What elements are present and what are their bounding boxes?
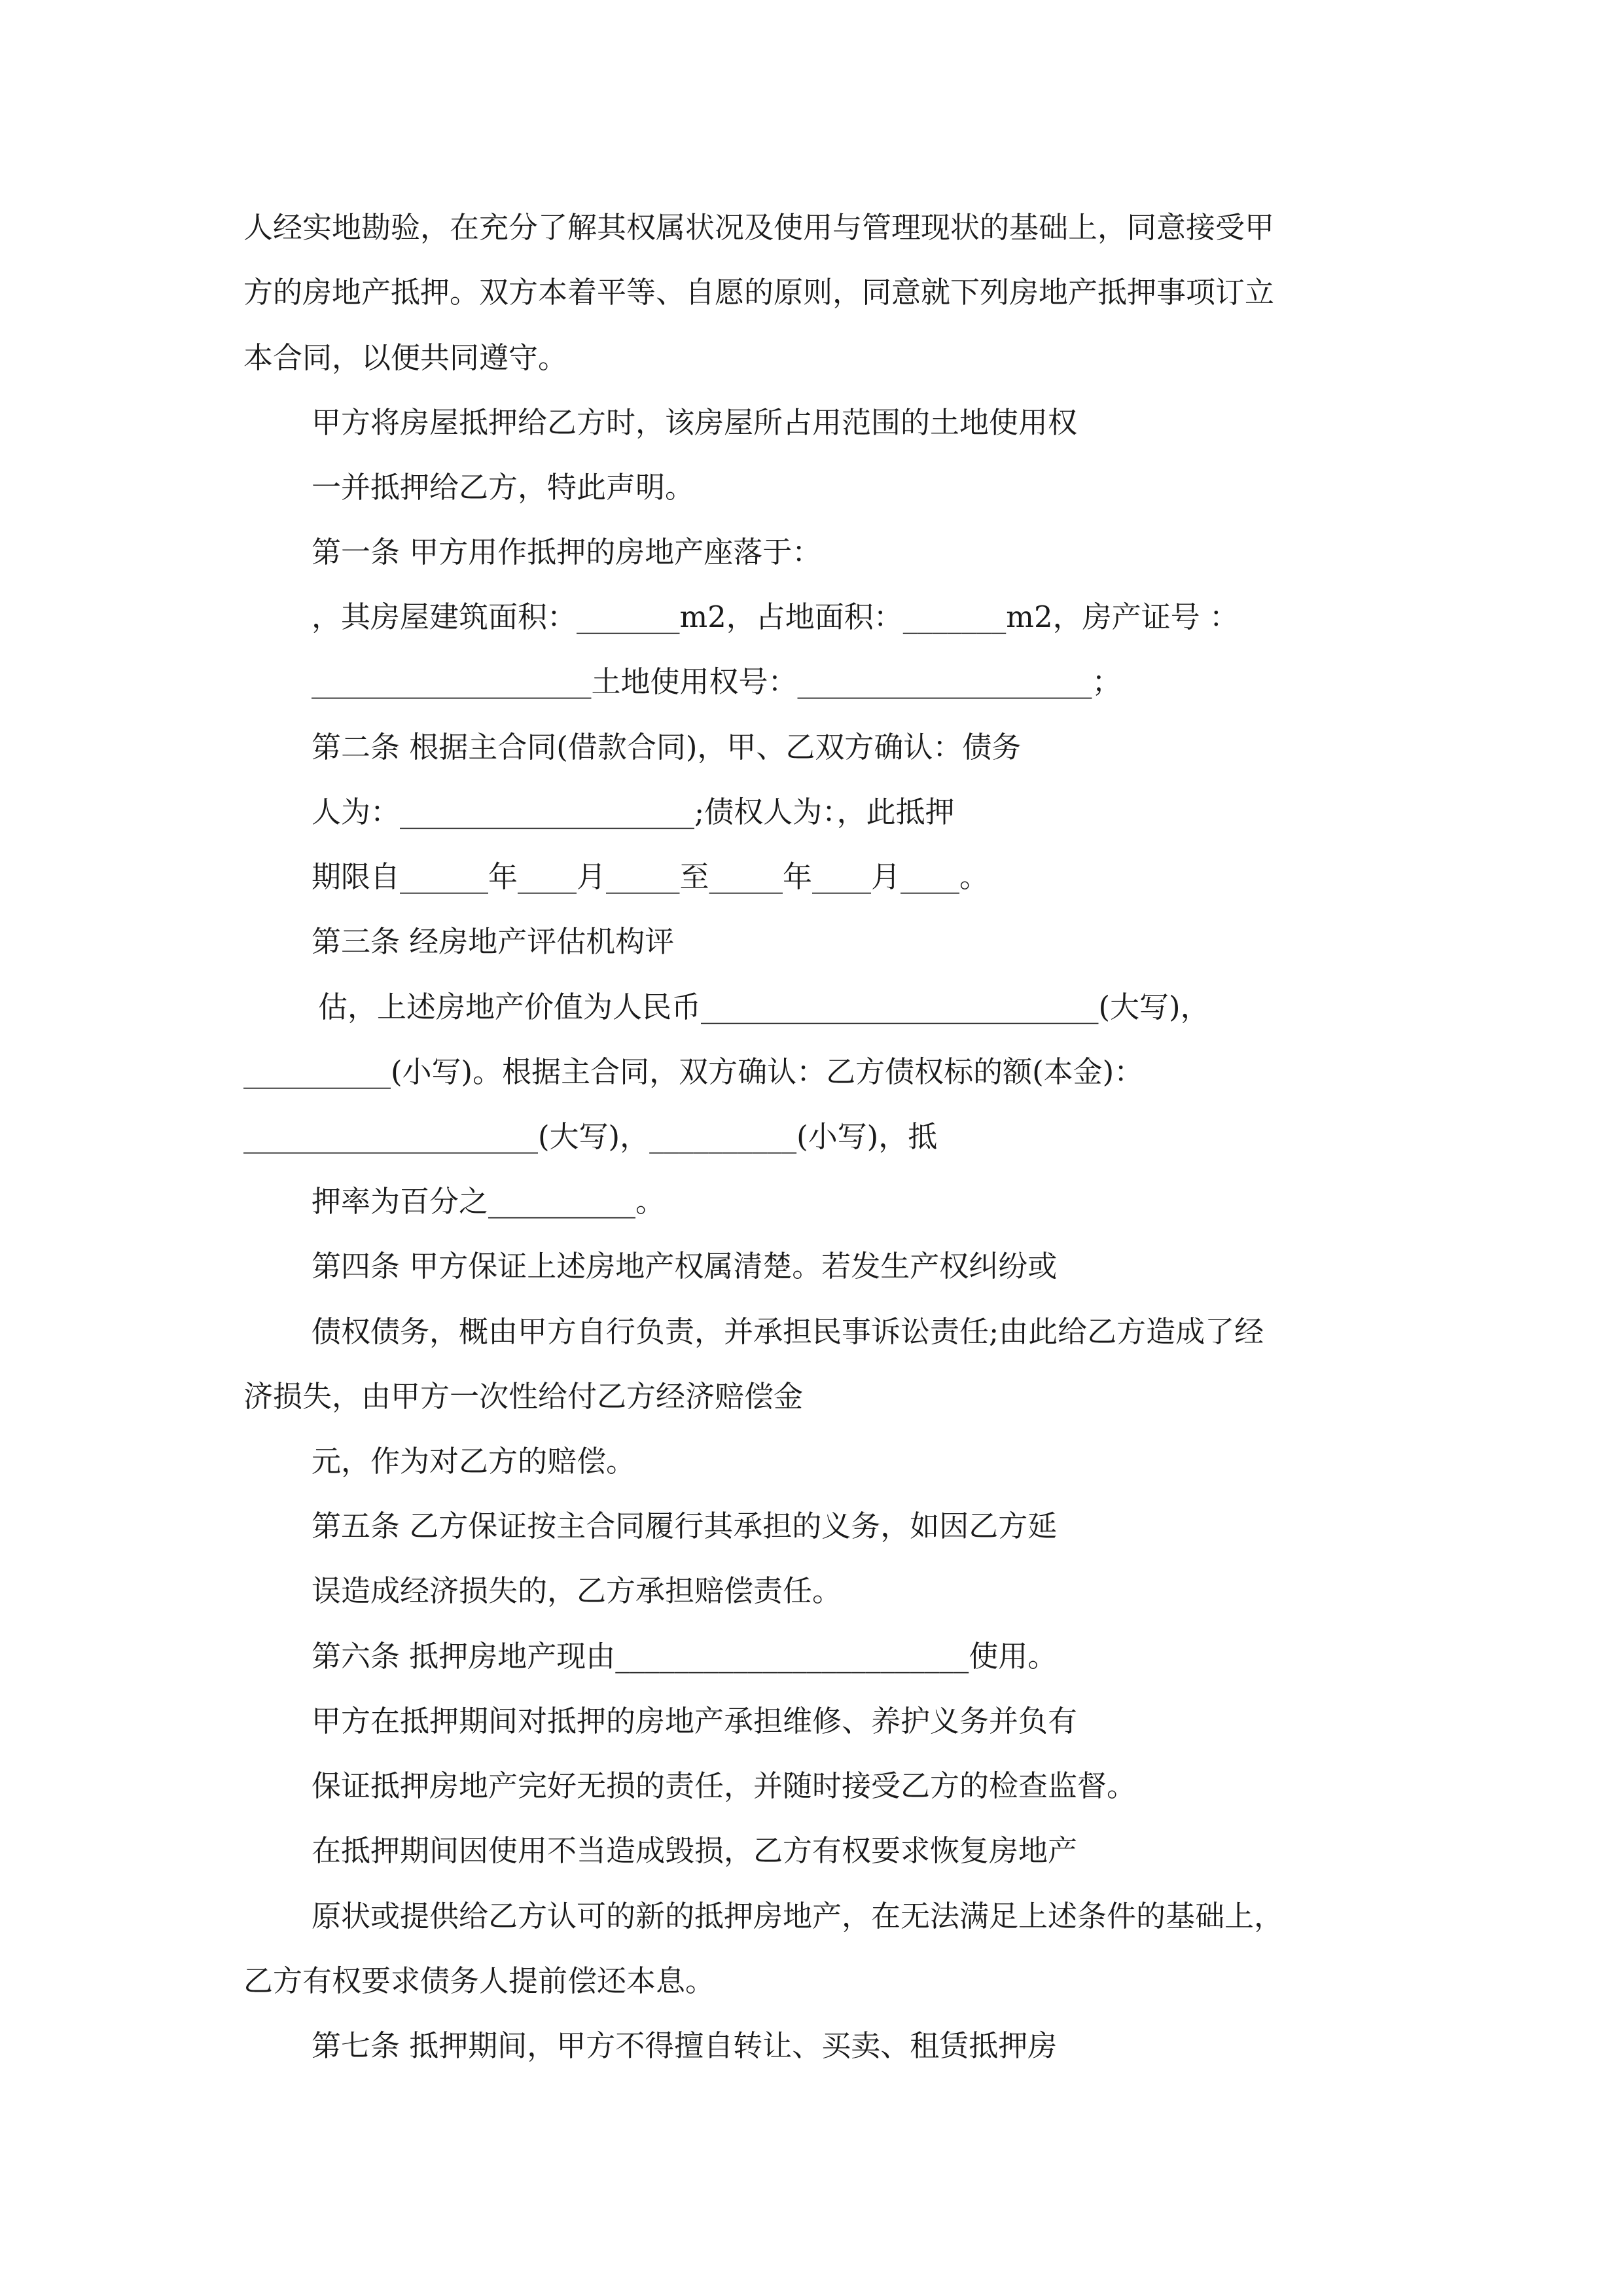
text-line-25: 保证抵押房地产完好无损的责任，并随时接受乙方的检查监督。 [312,1768,1137,1803]
text-line-5: 一并抵押给乙方，特此声明。 [312,470,695,505]
text-line-26: 在抵押期间因使用不当造成毁损，乙方有权要求恢复房地产 [312,1833,1078,1868]
text-line-20: 元，作为对乙方的赔偿。 [312,1444,636,1479]
text-line-11: 期限自______年____月_____至_____年____月____。 [312,859,990,894]
text-line-29: 第七条 抵押期间，甲方不得擅自转让、买卖、租赁抵押房 [312,2028,1058,2063]
text-line-2: 方的房地产抵押。双方本着平等、自愿的原则，同意就下列房地产抵押事项订立 [243,275,1275,310]
text-line-22: 误造成经济损失的，乙方承担赔偿责任。 [312,1573,842,1608]
text-line-12: 第三条 经房地产评估机构评 [312,924,675,959]
text-line-28: 乙方有权要求债务人提前偿还本息。 [243,1964,715,1998]
text-line-9: 第二条 根据主合同(借款合同)，甲、乙双方确认：债务 [312,730,1022,764]
text-line-16: 押率为百分之__________。 [312,1184,666,1219]
text-line-21: 第五条 乙方保证按主合同履行其承担的义务，如因乙方延 [312,1509,1058,1543]
text-line-14: __________(小写)。根据主合同，双方确认：乙方债权标的额(本金)： [243,1054,1144,1089]
text-line-27: 原状或提供给乙方认可的新的抵押房地产，在无法满足上述条件的基础上， [312,1899,1284,1933]
text-line-10: 人为：____________________;债权人为：，此抵押 [312,795,955,829]
text-line-13: 估，上述房地产价值为人民币___________________________(大写)， [318,990,1210,1024]
text-line-24: 甲方在抵押期间对抵押的房地产承担维修、养护义务并负有 [312,1704,1078,1738]
text-line-4: 甲方将房屋抵押给乙方时，该房屋所占用范围的土地使用权 [312,405,1078,440]
text-line-15: ____________________(大写)，__________(小写)，抵 [243,1119,938,1154]
text-line-18: 债权债务，概由甲方自行负责，并承担民事诉讼责任;由此给乙方造成了经 [312,1314,1264,1349]
text-line-7: ，其房屋建筑面积：_______m2，占地面积：_______m2，房产证号 ： [312,600,1239,634]
text-line-6: 第一条 甲方用作抵押的房地产座落于： [312,535,822,569]
text-line-3: 本合同，以便共同遵守。 [243,340,568,375]
text-line-19: 济损失，由甲方一次性给付乙方经济赔偿金 [243,1379,804,1414]
text-line-8: ___________________土地使用权号：____________________； [312,664,1122,699]
text-line-23: 第六条 抵押房地产现由________________________使用。 [312,1639,1058,1674]
text-line-1: 人经实地勘验，在充分了解其权属状况及使用与管理现状的基础上，同意接受甲 [243,210,1275,245]
text-line-17: 第四条 甲方保证上述房地产权属清楚。若发生产权纠纷或 [312,1249,1058,1283]
